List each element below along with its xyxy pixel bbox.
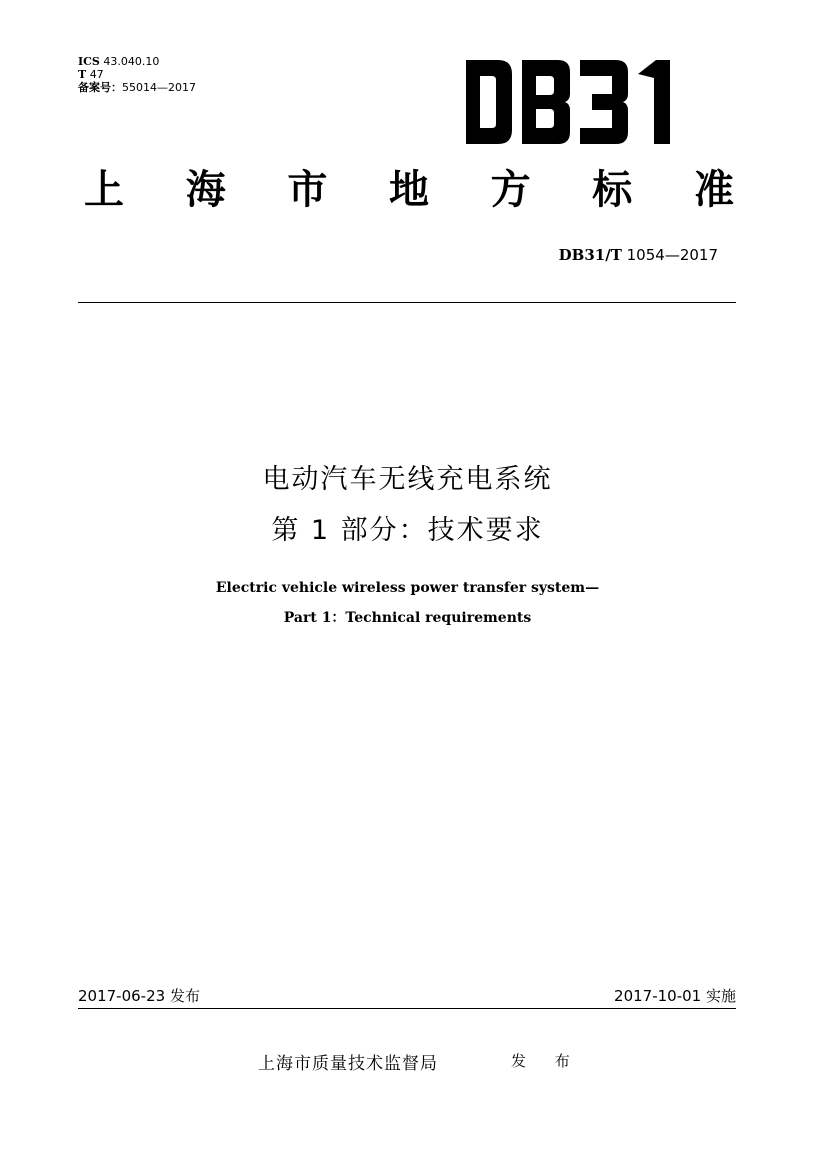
standard-type-title (84, 162, 734, 218)
ics-row (78, 55, 196, 68)
standard-type-char: 地 (388, 167, 429, 213)
t-row (78, 68, 196, 81)
chinese-title-line-1: 电动汽车无线充电系统 (262, 464, 553, 495)
issuing-action: 发 布 (511, 1052, 582, 1070)
standard-type-char: 市 (287, 167, 328, 213)
db31-logo (466, 60, 692, 144)
record-row (78, 81, 196, 94)
standard-number-value: 1054—2017 (626, 246, 718, 264)
t-value: 47 (89, 68, 104, 81)
issuing-authority: 上海市质量技术监督局 (258, 1054, 438, 1074)
standard-type-char: 海 (185, 167, 226, 213)
chinese-title-line-2: 第 1 部分：技术要求 (271, 515, 544, 546)
ics-value: 43.040.10 (103, 55, 160, 68)
standard-number-prefix: DB31/T (558, 246, 622, 264)
classification-block (78, 55, 196, 94)
record-label: 备案号： (78, 81, 122, 94)
standard-type-char: 标 (592, 167, 633, 213)
standard-type-char: 方 (490, 167, 531, 213)
standard-number (559, 246, 718, 264)
english-title-line-1: Electric vehicle wireless power transfer system— (215, 580, 600, 596)
implementation-date: 2017-10-01 实施 (614, 987, 736, 1005)
top-divider (78, 302, 736, 303)
standard-type-char: 上 (84, 167, 124, 213)
record-value: 55014—2017 (122, 81, 196, 94)
issue-date: 2017-06-23 发布 (78, 987, 200, 1005)
standard-type-char: 准 (693, 167, 734, 213)
ics-label: ICS (78, 55, 100, 68)
t-label: T (78, 68, 87, 81)
bottom-divider (78, 1008, 736, 1009)
english-title-line-2: Part 1：Technical requirements (283, 610, 532, 626)
